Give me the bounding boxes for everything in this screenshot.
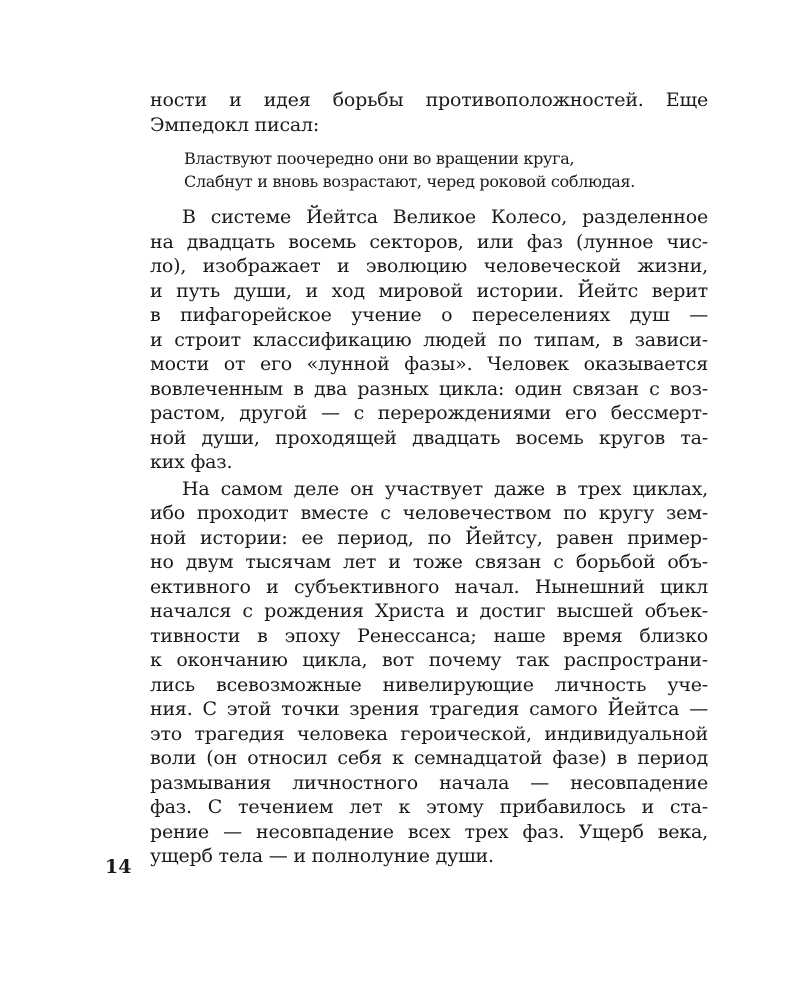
text-line: ущерб тела — и полнолуние души. — [150, 845, 494, 867]
text-line: Эмпедокл писал: — [150, 113, 320, 136]
page-number: 14 — [105, 856, 132, 878]
body-text — [150, 88, 708, 869]
text-line: начался с рождения Христа и достиг высшей объек- — [150, 600, 708, 622]
text-line: растом, другой — с перерождениями его бессмерт- — [150, 402, 708, 424]
paragraph-1 — [150, 205, 708, 475]
text-line: и путь души, и ход мировой истории. Йейтс верит — [150, 279, 708, 302]
text-line: на двадцать восемь секторов, или фаз (лунное чис- — [150, 230, 708, 253]
paragraph-intro — [150, 88, 708, 137]
verse-quote — [150, 147, 708, 193]
text-line: и строит классификацию людей по типам, в зависи- — [150, 328, 708, 351]
text-line: вовлеченным в два разных цикла: один связан с воз- — [150, 377, 708, 400]
text-line: лись всевозможные нивелирующие личность уче- — [150, 673, 708, 696]
text-line: На самом деле он участвует даже в трех циклах, — [182, 477, 708, 500]
paragraph-2 — [150, 477, 708, 869]
text-line: ибо проходит вместе с человечеством по кругу зем- — [150, 502, 708, 524]
text-line: рение — несовпадение всех трех фаз. Ущерб века, — [150, 820, 708, 843]
text-line: ности и идея борьбы противоположностей. Еще — [150, 89, 708, 111]
text-line: ективного и субъективного начал. Нынешний цикл — [150, 575, 708, 598]
text-line: фаз. С течением лет к этому прибавилось и ста- — [150, 796, 708, 818]
text-line: это трагедия человека героической, индивидуальной — [150, 722, 708, 745]
text-line: воли (он относил себя к семнадцатой фазе) в период — [150, 747, 708, 769]
text-line: ния. С этой точки зрения трагедия самого Йейтса — — [150, 698, 708, 720]
text-line: к окончанию цикла, вот почему так распространи- — [150, 649, 708, 671]
text-line: но двум тысячам лет и тоже связан с борьбой объ- — [150, 551, 708, 573]
text-line: ло), изображает и эволюцию человеческой жизни, — [150, 255, 708, 277]
text-line: в пифагорейское учение о переселениях душ — — [150, 304, 708, 326]
text-line: мости от его «лунной фазы». Человек оказывается — [150, 353, 708, 375]
text-line: ной души, проходящей двадцать восемь кругов та- — [150, 426, 708, 449]
text-line: ной истории: ее период, по Йейтсу, равен пример- — [150, 526, 708, 549]
text-line: тивности в эпоху Ренессанса; наше время близко — [150, 624, 708, 647]
text-line: ких фаз. — [150, 451, 233, 473]
quote-line: Слабнут и вновь возрастают, черед роковой соблюдая. — [184, 172, 636, 191]
text-line: В системе Йейтса Великое Колесо, разделенное — [182, 206, 708, 228]
quote-line: Властвуют поочередно они во вращении круга, — [184, 149, 575, 168]
text-line: размывания личностного начала — несовпадение — [150, 771, 708, 794]
